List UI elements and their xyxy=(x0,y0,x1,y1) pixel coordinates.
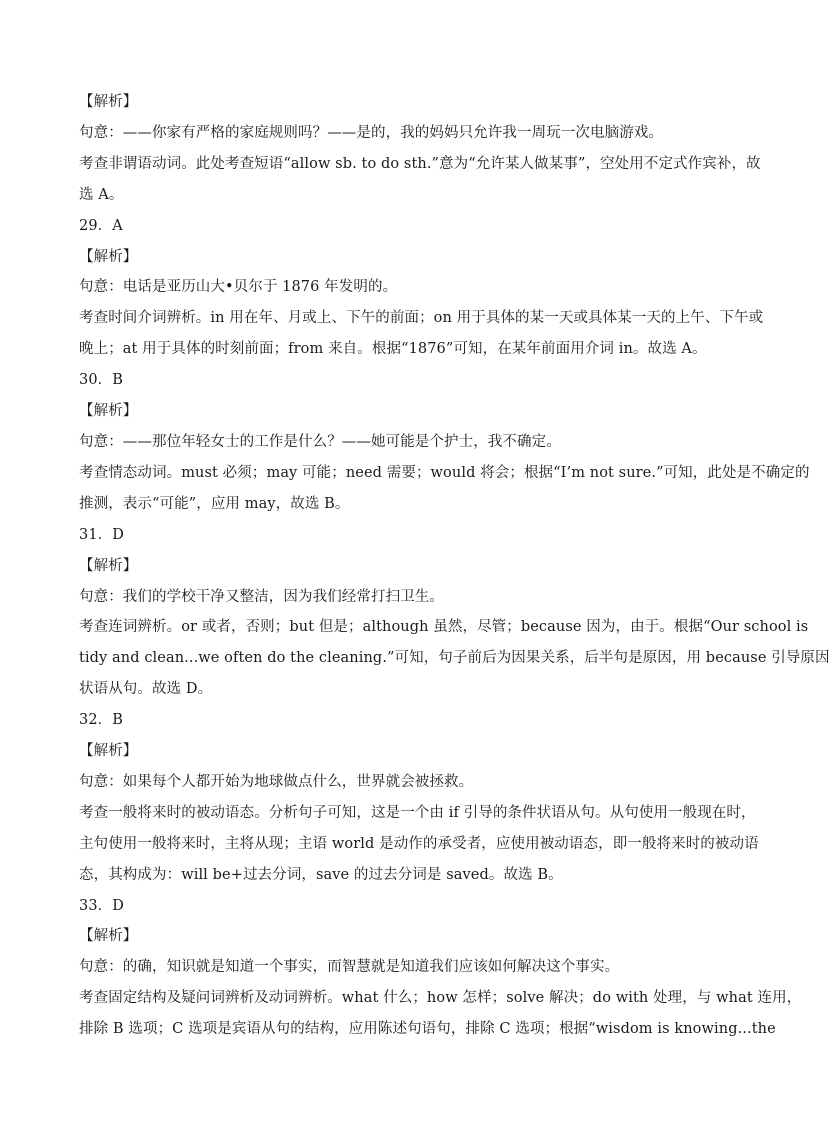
sentence-meaning: 句意：我们的学校干净又整洁，因为我们经常打扫卫生。 xyxy=(79,588,444,605)
analysis-text: 状语从句。故选 D。 xyxy=(79,681,213,698)
sentence-meaning: 句意：——你家有严格的家庭规则吗？——是的，我的妈妈只允许我一周玩一次电脑游戏。 xyxy=(79,124,663,141)
analysis-label: 【解析】 xyxy=(79,557,138,574)
answer-block-31 xyxy=(79,520,830,705)
answer-number: 32．B xyxy=(79,712,124,729)
analysis-text: 主句使用一般将来时，主将从现；主语 world 是动作的承受者，应使用被动语态，即一般将来时的被动语 xyxy=(79,835,759,852)
analysis-text: tidy and clean...we often do the cleaning.”可知，句子前后为因果关系，后半句是原因，用 because 引导原因 xyxy=(79,650,830,667)
answer-block-29 xyxy=(79,211,764,366)
analysis-label: 【解析】 xyxy=(79,248,138,265)
sentence-meaning: 句意：的确，知识就是知道一个事实，而智慧就是知道我们应该如何解决这个事实。 xyxy=(79,959,620,976)
sentence-meaning: 句意：如果每个人都开始为地球做点什么，世界就会被拯救。 xyxy=(79,773,474,790)
analysis-text: 推测，表示“可能”，应用 may，故选 B。 xyxy=(79,495,350,512)
answer-block-32 xyxy=(79,705,759,890)
answer-number: 30．B xyxy=(79,372,124,389)
answer-block-28 xyxy=(79,87,761,211)
analysis-label: 【解析】 xyxy=(79,94,138,110)
analysis-label: 【解析】 xyxy=(79,928,138,945)
analysis-text: 考查一般将来时的被动语态。分析句子可知，这是一个由 if 引导的条件状语从句。从句使用一般现在时， xyxy=(79,804,756,821)
sentence-meaning: 句意：电话是亚历山大•贝尔于 1876 年发明的。 xyxy=(79,279,398,296)
answer-number: 31．D xyxy=(79,526,124,543)
analysis-text: 考查时间介词辨析。in 用在年、月或上、下午的前面；on 用于具体的某一天或具体某一天的上午、下午或 xyxy=(79,310,764,327)
analysis-text: 考查固定结构及疑问词辨析及动词辨析。what 什么；how 怎样；solve 解决；do with 处理，与 what 连用， xyxy=(79,990,802,1007)
analysis-text: 晚上；at 用于具体的时刻前面；from 来自。根据“1876”可知，在某年前面用介词 in。故选 A。 xyxy=(79,341,707,358)
sentence-meaning: 句意：——那位年轻女士的工作是什么？——她可能是个护士，我不确定。 xyxy=(79,433,561,450)
answer-block-33 xyxy=(79,891,802,1046)
answer-block-30 xyxy=(79,365,810,520)
analysis-text: 考查连词辨析。or 或者，否则；but 但是；although 虽然，尽管；because 因为，由于。根据“Our school is xyxy=(79,619,809,636)
analysis-text: 排除 B 选项；C 选项是宾语从句的结构，应用陈述句语句，排除 C 选项；根据“wisdom is knowing...the xyxy=(79,1021,776,1038)
analysis-label: 【解析】 xyxy=(79,403,138,420)
analysis-text: 态，其构成为：will be+过去分词，save 的过去分词是 saved。故选 B。 xyxy=(79,866,563,883)
analysis-text: 考查情态动词。must 必须；may 可能；need 需要；would 将会；根据“I’m not sure.”可知，此处是不确定的 xyxy=(79,464,810,481)
analysis-text: 选 A。 xyxy=(79,186,124,203)
answer-number: 29．A xyxy=(79,217,123,234)
answer-number: 33．D xyxy=(79,897,124,914)
analysis-text: 考查非谓语动词。此处考查短语“allow sb. to do sth.”意为“允许某人做某事”，空处用不定式作宾补，故 xyxy=(79,155,761,172)
analysis-label: 【解析】 xyxy=(79,743,138,760)
